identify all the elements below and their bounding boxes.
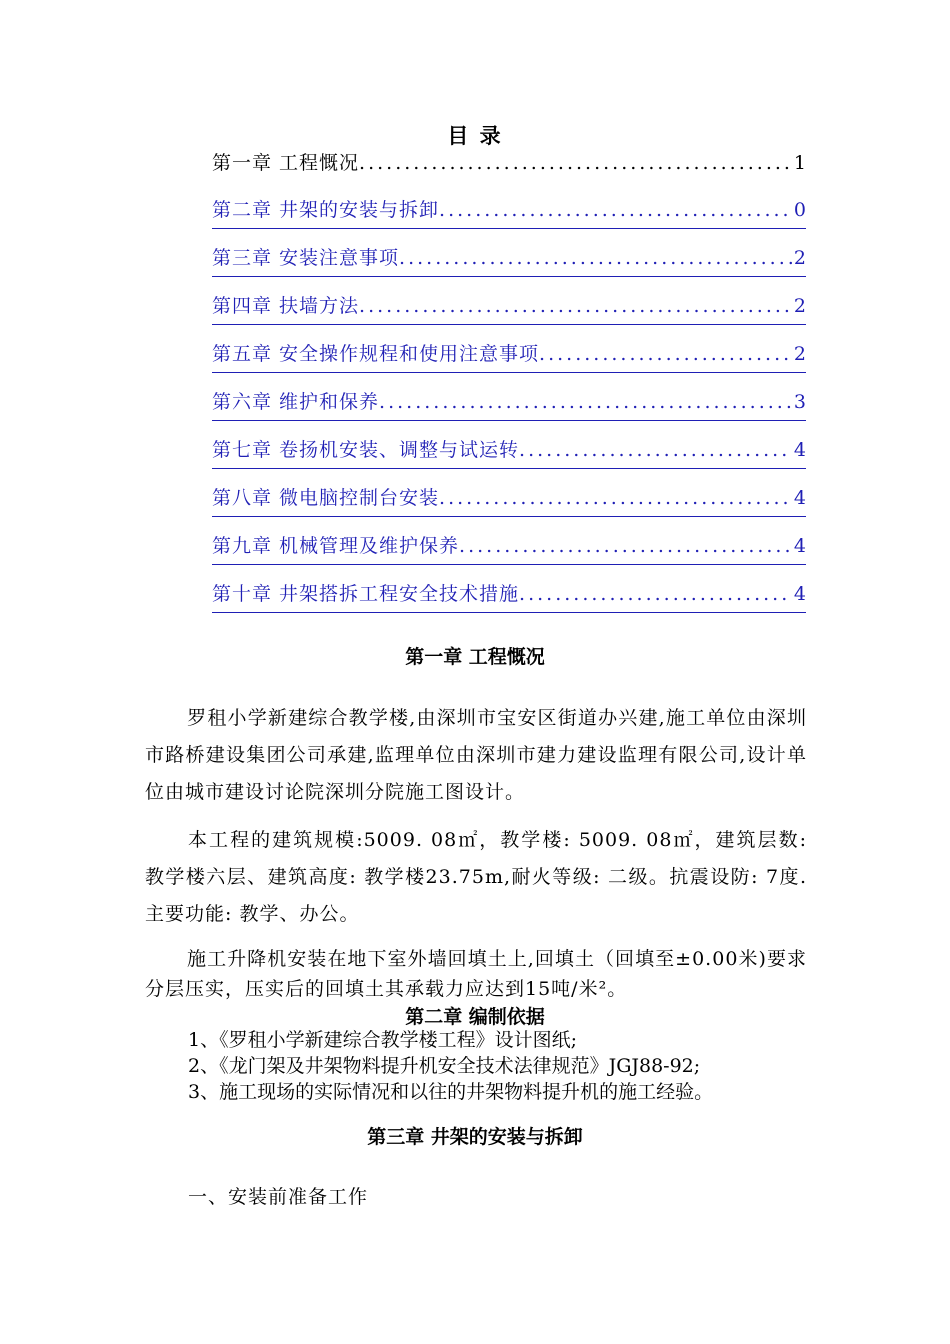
paragraph-text: 施工升降机安装在地下室外墙回填土上,回填土（回填至±0.00米)要求分层压实，压实后的回填土其承载力应达到15吨/米²。 (145, 948, 807, 1000)
toc-entry-chapter-1[interactable] (212, 148, 806, 181)
toc-entry-page: 2 (793, 343, 806, 365)
chapter-1-heading: 第一章 工程慨况 (405, 646, 545, 668)
toc-entry-page: 1 (793, 152, 806, 174)
toc-entry-label: 第九章 机械管理及维护保养 (212, 535, 460, 557)
section-heading-preparation: 一、安装前准备工作 (188, 1186, 369, 1208)
toc-entry-page: 2 (793, 295, 806, 317)
toc-entry-chapter-7[interactable] (212, 435, 806, 469)
chapter-2-heading: 第二章 编制依据 (405, 1006, 545, 1028)
toc-leader-dots (519, 583, 792, 605)
toc-entry-chapter-2[interactable] (212, 195, 806, 229)
toc-entry-chapter-5[interactable] (212, 339, 806, 373)
paragraph-text: 罗租小学新建综合教学楼,由深圳市宝安区街道办兴建,施工单位由深圳市路桥建设集团公司承建,监理单位由深圳市建力建设监理有限公司,设计单位由城市建设讨论院深圳分院施工图设计。 (145, 707, 807, 803)
toc-entry-page: 3 (793, 391, 806, 413)
chapter-3-heading: 第三章 井架的安装与拆卸 (367, 1126, 583, 1148)
toc-leader-dots (399, 247, 792, 269)
toc-entry-page: 4 (793, 487, 806, 509)
chapter-1-paragraph-2 (145, 822, 807, 933)
toc-leader-dots (459, 535, 792, 557)
toc-entry-label: 第八章 微电脑控制台安装 (212, 487, 440, 509)
chapter-1-paragraph-3 (145, 944, 807, 1004)
paragraph-text: 本工程的建筑规模:5009. 08㎡，教学楼: 5009. 08㎡，建筑层数: 教学楼六层、建筑高度: 教学楼23.75m,耐火等级: 二级。抗震设防: 7度.主要功能: 教学、办公。 (145, 829, 807, 925)
toc-entry-label: 第七章 卷扬机安装、调整与试运转 (212, 439, 520, 461)
toc-entry-page: 4 (793, 439, 806, 461)
toc-leader-dots (359, 295, 792, 317)
toc-entry-chapter-3[interactable] (212, 243, 806, 277)
toc-entry-label: 第四章 扶墙方法 (212, 295, 360, 317)
toc-entry-label: 第三章 安装注意事项 (212, 247, 400, 269)
basis-list-item-3: 3、施工现场的实际情况和以往的井架物料提升机的施工经验。 (188, 1081, 714, 1103)
toc-entry-chapter-8[interactable] (212, 483, 806, 517)
toc-entry-label: 第二章 井架的安装与拆卸 (212, 199, 440, 221)
toc-leader-dots (379, 391, 792, 413)
toc-title: 目 录 (447, 123, 503, 148)
toc-entry-label: 第一章 工程慨况 (212, 152, 360, 174)
toc-entry-label: 第五章 安全操作规程和使用注意事项 (212, 343, 540, 365)
toc-entry-chapter-6[interactable] (212, 387, 806, 421)
toc-leader-dots (539, 343, 792, 365)
toc-leader-dots (519, 439, 792, 461)
toc-entry-label: 第六章 维护和保养 (212, 391, 380, 413)
toc-entry-label: 第十章 井架搭拆工程安全技术措施 (212, 583, 520, 605)
toc-entry-chapter-9[interactable] (212, 531, 806, 565)
toc-entry-chapter-4[interactable] (212, 291, 806, 325)
table-of-contents (212, 148, 806, 627)
basis-list-item-2: 2、《龙门架及井架物料提升机安全技术法律规范》JGJ88-92; (188, 1055, 701, 1077)
chapter-1-paragraph-1 (145, 700, 807, 811)
toc-entry-page: 0 (793, 199, 806, 221)
toc-leader-dots (359, 152, 792, 174)
toc-entry-page: 4 (793, 535, 806, 557)
toc-entry-page: 4 (793, 583, 806, 605)
toc-leader-dots (439, 199, 792, 221)
toc-entry-page: 2 (793, 247, 806, 269)
toc-entry-chapter-10[interactable] (212, 579, 806, 613)
toc-leader-dots (439, 487, 792, 509)
basis-list-item-1: 1、《罗租小学新建综合教学楼工程》设计图纸; (188, 1029, 577, 1051)
